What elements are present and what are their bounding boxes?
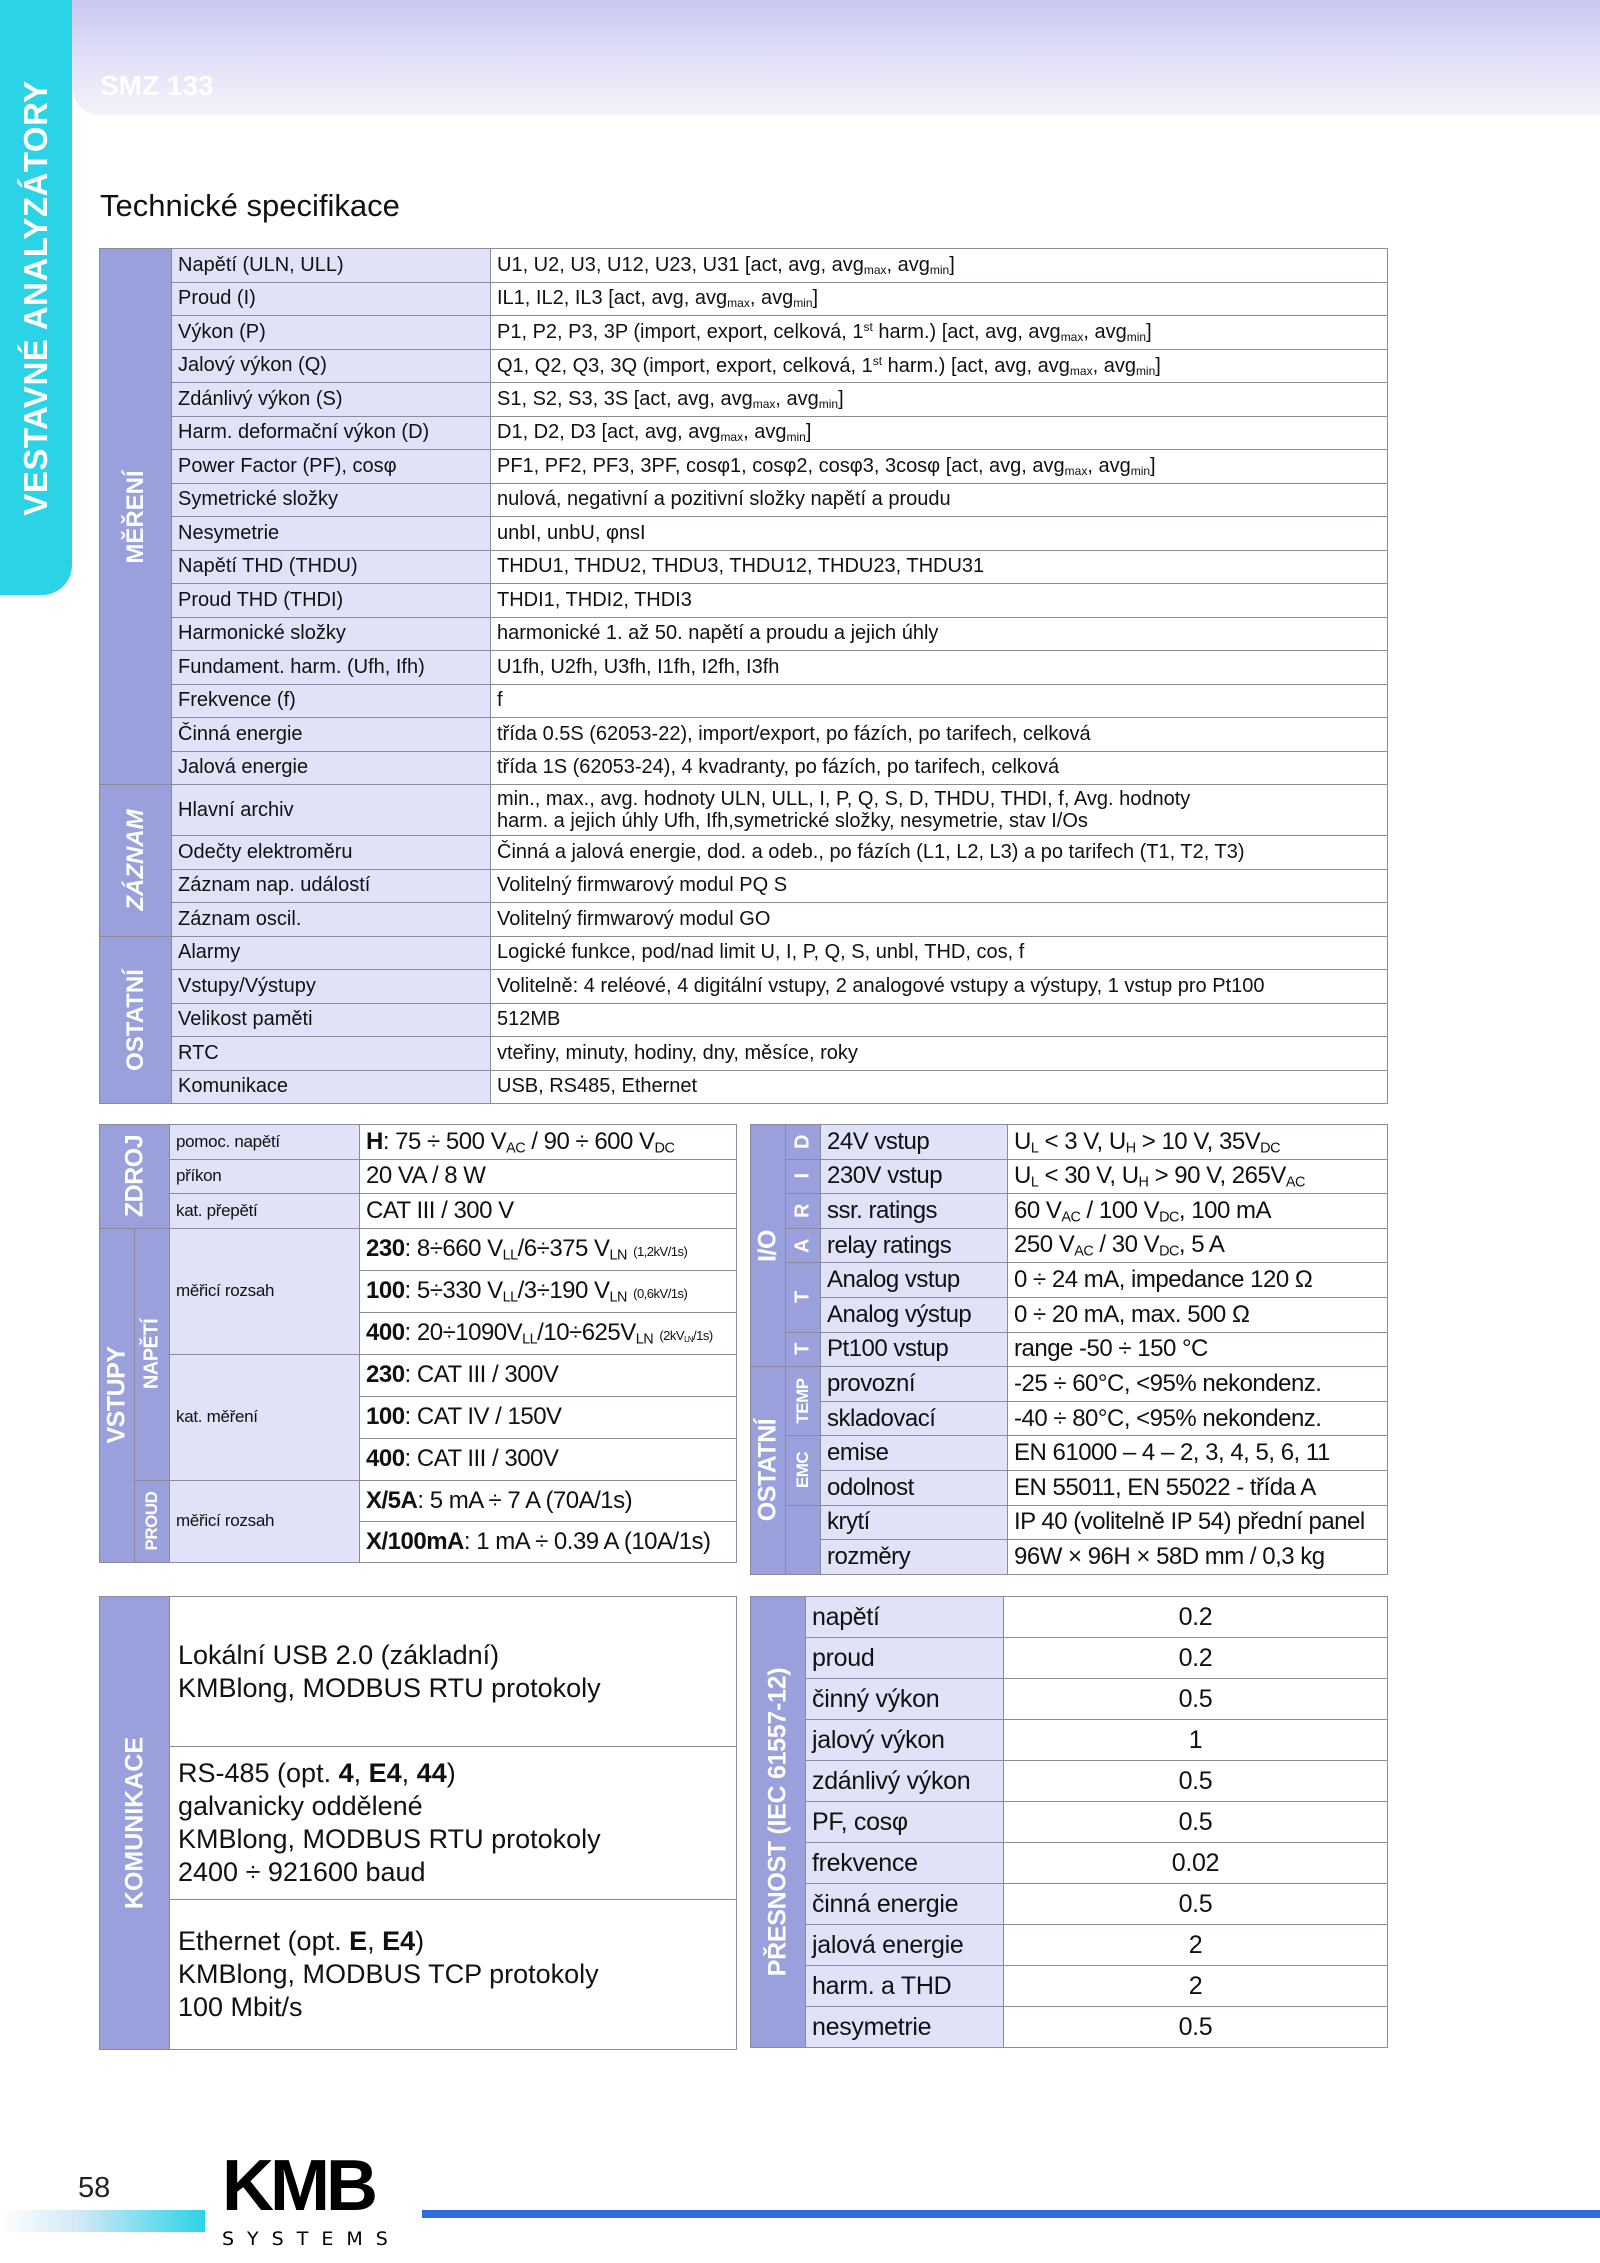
spec-value: třída 0.5S (62053-22), import/export, po fázích, po tarifech, celková <box>491 718 1388 752</box>
io-value: EN 61000 – 4 – 2, 3, 4, 5, 6, 11 <box>1008 1436 1388 1471</box>
spec-label: Nesymetrie <box>172 517 491 551</box>
io-row <box>751 1505 1388 1540</box>
spec-row <box>100 584 1388 618</box>
power-table <box>99 1124 737 1563</box>
spec-value: Volitelný firmwarový modul GO <box>491 903 1388 937</box>
io-value: -25 ÷ 60°C, <95% nekondenz. <box>1008 1367 1388 1402</box>
spec-value: D1, D2, D3 [act, avg, avg$_{max}$, avg$_{min}$] <box>491 416 1388 450</box>
accuracy-value: 0.5 <box>1004 1679 1388 1720</box>
accuracy-row <box>751 1843 1388 1884</box>
spec-label: Symetrické složky <box>172 483 491 517</box>
io-label: rozměry <box>821 1540 1008 1575</box>
spec-label: Jalový výkon (Q) <box>172 349 491 383</box>
proud-100ma: X/100mA: 1 mA ÷ 0.39 A (10A/1s) <box>360 1521 737 1562</box>
rozsah-label: měřicí rozsah <box>170 1228 360 1354</box>
accuracy-row <box>751 1597 1388 1638</box>
io-row <box>751 1436 1388 1471</box>
spec-row <box>100 483 1388 517</box>
spec-label: RTC <box>172 1037 491 1071</box>
kat-100: 100: CAT IV / 150V <box>360 1396 737 1438</box>
rozsah-400: 400: $20\div 1090V_{LL}/10\div 625V_{LN}$ $(2kV_{LN}/1s)$ <box>360 1312 737 1354</box>
spec-label: Napětí THD (THDU) <box>172 550 491 584</box>
kat-230: 230: CAT III / 300V <box>360 1354 737 1396</box>
spec-label: Hlavní archiv <box>172 785 491 836</box>
side-letter: T <box>786 1332 821 1367</box>
io-label: 24V vstup <box>821 1125 1008 1160</box>
accuracy-row <box>751 1802 1388 1843</box>
spec-row <box>100 903 1388 937</box>
spec-row <box>100 517 1388 551</box>
section-ostatni: OSTATNÍ <box>100 936 172 1104</box>
spec-row <box>100 869 1388 903</box>
kmb-logo <box>222 2146 402 2250</box>
io-row <box>751 1470 1388 1505</box>
io-label: Pt100 vstup <box>821 1332 1008 1367</box>
spec-row <box>100 684 1388 718</box>
spec-label: Power Factor (PF), cosφ <box>172 450 491 484</box>
accuracy-value: 0.2 <box>1004 1638 1388 1679</box>
accuracy-row <box>751 1679 1388 1720</box>
spec-value: Logické funkce, pod/nad limit U, I, P, Q, S, unbl, THD, cos, f <box>491 936 1388 970</box>
section-blank <box>786 1505 821 1574</box>
page-title: Technické specifikace <box>100 188 400 223</box>
footer-band-left <box>0 2210 205 2232</box>
section-mereni: MĚŘENÍ <box>100 249 172 785</box>
spec-value: U1, U2, U3, U12, U23, U31 [act, avg, avg$_{max}$, avg$_{min}$] <box>491 249 1388 283</box>
spec-label: Harmonické složky <box>172 617 491 651</box>
spec-row <box>100 349 1388 383</box>
side-letter: A <box>786 1228 821 1263</box>
pomoc-value: H: 75 ÷ 500 $V_{AC} / 90 \div 600$ $V_{DC}$ <box>360 1125 737 1160</box>
spec-row <box>100 1037 1388 1071</box>
spec-label: Činná energie <box>172 718 491 752</box>
spec-row <box>100 617 1388 651</box>
logo-sub: SYSTEMS <box>222 2228 401 2250</box>
spec-value: Q1, Q2, Q3, 3Q (import, export, celková, 1st harm.) [act, avg, avg$_{max}$, avg$_{min}$] <box>491 349 1388 383</box>
prikon-label: příkon <box>170 1159 360 1194</box>
io-value: $U_L < 3$ V, $U_H > 10$ V, $35V_{DC}$ <box>1008 1125 1388 1160</box>
io-row <box>751 1297 1388 1332</box>
io-label: 230V vstup <box>821 1159 1008 1194</box>
io-value: 0 ÷ 24 mA, impedance 120 Ω <box>1008 1263 1388 1298</box>
spec-label: Harm. deformační výkon (D) <box>172 416 491 450</box>
io-row <box>751 1401 1388 1436</box>
accuracy-value: 2 <box>1004 1966 1388 2007</box>
accuracy-row <box>751 2007 1388 2048</box>
io-value: -40 ÷ 80°C, <95% nekondenz. <box>1008 1401 1388 1436</box>
accuracy-value: 0.5 <box>1004 1884 1388 1925</box>
katprep-value: CAT III / 300 V <box>360 1194 737 1229</box>
logo-main: KMB <box>222 2146 374 2226</box>
spec-value: Volitelný firmwarový modul PQ S <box>491 869 1388 903</box>
spec-value: PF1, PF2, PF3, 3PF, cosφ1, cosφ2, cosφ3, 3cosφ [act, avg, avg$_{max}$, avg$_{min}$] <box>491 450 1388 484</box>
spec-row <box>100 751 1388 785</box>
spec-label: Alarmy <box>172 936 491 970</box>
spec-label: Fundament. harm. (Ufh, Ifh) <box>172 651 491 685</box>
spec-row <box>100 936 1388 970</box>
side-letter: D <box>786 1125 821 1160</box>
proud-5a: X/5A: 5 mA ÷ 7 A (70A/1s) <box>360 1480 737 1521</box>
side-letter: R <box>786 1194 821 1229</box>
side-band <box>0 0 72 595</box>
spec-row <box>100 550 1388 584</box>
io-label: Analog výstup <box>821 1297 1008 1332</box>
proud-label: měřicí rozsah <box>170 1480 360 1562</box>
spec-row <box>100 785 1388 836</box>
comm-rs485: RS-485 (opt. 4, E4, 44) galvanicky oddělené KMBlong, MODBUS RTU protokoly 2400 ÷ 921600 baud <box>170 1747 737 1900</box>
section-temp: TEMP <box>786 1367 821 1436</box>
rozsah-230: 230: 8÷660 $V_{LL}/6\div 375$ $V_{LN}$ (1,2kV/1s) <box>360 1228 737 1270</box>
spec-label: Záznam nap. událostí <box>172 869 491 903</box>
io-label: ssr. ratings <box>821 1194 1008 1229</box>
section-io: I/O <box>751 1125 786 1367</box>
io-table <box>750 1124 1388 1575</box>
io-value: EN 55011, EN 55022 - třída A <box>1008 1470 1388 1505</box>
accuracy-label: proud <box>806 1638 1004 1679</box>
spec-value: vteřiny, minuty, hodiny, dny, měsíce, roky <box>491 1037 1388 1071</box>
spec-label: Výkon (P) <box>172 316 491 350</box>
page-number: 58 <box>78 2172 111 2204</box>
io-value: 0 ÷ 20 mA, max. 500 Ω <box>1008 1297 1388 1332</box>
io-label: krytí <box>821 1505 1008 1540</box>
header-band <box>72 0 1600 115</box>
spec-row <box>100 383 1388 417</box>
spec-value: P1, P2, P3, 3P (import, export, celková, 1st harm.) [act, avg, avg$_{max}$, avg$_{min}$] <box>491 316 1388 350</box>
accuracy-value: 0.02 <box>1004 1843 1388 1884</box>
io-label: provozní <box>821 1367 1008 1402</box>
io-value: range -50 ÷ 150 °C <box>1008 1332 1388 1367</box>
accuracy-row <box>751 1638 1388 1679</box>
spec-row <box>100 718 1388 752</box>
footer-band-right <box>422 2210 1600 2218</box>
spec-label: Proud THD (THDI) <box>172 584 491 618</box>
spec-row <box>100 651 1388 685</box>
section-komunikace: KOMUNIKACE <box>100 1597 170 2050</box>
spec-row <box>100 450 1388 484</box>
section-zdroj: ZDROJ <box>100 1125 170 1229</box>
io-value: $U_L < 30$ V, $U_H > 90$ V, $265V_{AC}$ <box>1008 1159 1388 1194</box>
katmer-label: kat. měření <box>170 1354 360 1480</box>
spec-row <box>100 1003 1388 1037</box>
side-title: VESTAVNÉ ANALYZÁTORY <box>17 79 54 516</box>
accuracy-row <box>751 1884 1388 1925</box>
spec-row <box>100 836 1388 870</box>
spec-row <box>100 416 1388 450</box>
spec-value: IL1, IL2, IL3 [act, avg, avg$_{max}$, avg$_{min}$] <box>491 282 1388 316</box>
io-row <box>751 1367 1388 1402</box>
io-row <box>751 1263 1388 1298</box>
accuracy-label: napětí <box>806 1597 1004 1638</box>
io-value: 60 $V_{AC} / 100$ $V_{DC}$, 100 mA <box>1008 1194 1388 1229</box>
accuracy-label: jalová energie <box>806 1925 1004 1966</box>
spec-value: Činná a jalová energie, dod. a odeb., po fázích (L1, L2, L3) a po tarifech (T1, T2, T3) <box>491 836 1388 870</box>
product-name: SMZ 133 <box>100 70 214 101</box>
accuracy-value: 1 <box>1004 1720 1388 1761</box>
prikon-value: 20 VA / 8 W <box>360 1159 737 1194</box>
accuracy-table <box>750 1596 1388 2048</box>
accuracy-value: 0.2 <box>1004 1597 1388 1638</box>
spec-value: třída 1S (62053-24), 4 kvadranty, po fázích, po tarifech, celková <box>491 751 1388 785</box>
comm-usb: Lokální USB 2.0 (základní) KMBlong, MODBUS RTU protokoly <box>170 1597 737 1747</box>
spec-value: S1, S2, S3, 3S [act, avg, avg$_{max}$, avg$_{min}$] <box>491 383 1388 417</box>
spec-label: Zdánlivý výkon (S) <box>172 383 491 417</box>
spec-table <box>99 248 1388 1104</box>
accuracy-value: 0.5 <box>1004 1761 1388 1802</box>
spec-value: nulová, negativní a pozitivní složky napětí a proudu <box>491 483 1388 517</box>
spec-label: Odečty elektroměru <box>172 836 491 870</box>
spec-value: THDU1, THDU2, THDU3, THDU12, THDU23, THDU31 <box>491 550 1388 584</box>
spec-label: Vstupy/Výstupy <box>172 970 491 1004</box>
accuracy-label: nesymetrie <box>806 2007 1004 2048</box>
io-label: odolnost <box>821 1470 1008 1505</box>
pomoc-label: pomoc. napětí <box>170 1125 360 1160</box>
comm-ethernet: Ethernet (opt. E, E4) KMBlong, MODBUS TCP protokoly 100 Mbit/s <box>170 1900 737 2050</box>
rozsah-100: 100: 5÷330 $V_{LL}/3\div 190$ $V_{LN}$ (0,6kV/1s) <box>360 1270 737 1312</box>
accuracy-label: frekvence <box>806 1843 1004 1884</box>
spec-value: harmonické 1. až 50. napětí a proudu a jejich úhly <box>491 617 1388 651</box>
io-label: emise <box>821 1436 1008 1471</box>
io-row <box>751 1332 1388 1367</box>
io-label: Analog vstup <box>821 1263 1008 1298</box>
spec-value: unbI, unbU, φnsI <box>491 517 1388 551</box>
section-emc: EMC <box>786 1436 821 1505</box>
spec-row <box>100 970 1388 1004</box>
io-value: 96W × 96H × 58D mm / 0,3 kg <box>1008 1540 1388 1575</box>
accuracy-label: harm. a THD <box>806 1966 1004 2007</box>
spec-value: THDI1, THDI2, THDI3 <box>491 584 1388 618</box>
section-zaznam: ZÁZNAM <box>100 785 172 937</box>
spec-value: USB, RS485, Ethernet <box>491 1070 1388 1104</box>
section-presnost: PŘESNOST (IEC 61557-12) <box>751 1597 806 2048</box>
io-label: relay ratings <box>821 1228 1008 1263</box>
io-row <box>751 1540 1388 1575</box>
spec-value: 512MB <box>491 1003 1388 1037</box>
section-io-ostatni: OSTATNÍ <box>751 1367 786 1575</box>
section-vstupy: VSTUPY <box>100 1228 135 1562</box>
spec-value: U1fh, U2fh, U3fh, I1fh, I2fh, I3fh <box>491 651 1388 685</box>
accuracy-label: PF, cosφ <box>806 1802 1004 1843</box>
accuracy-label: činný výkon <box>806 1679 1004 1720</box>
spec-row <box>100 1070 1388 1104</box>
accuracy-row <box>751 1966 1388 2007</box>
section-proud: PROUD <box>135 1480 170 1562</box>
kat-400: 400: CAT III / 300V <box>360 1438 737 1480</box>
accuracy-row <box>751 1925 1388 1966</box>
comm-table <box>99 1596 737 2050</box>
spec-row <box>100 249 1388 283</box>
spec-label: Komunikace <box>172 1070 491 1104</box>
io-row <box>751 1125 1388 1160</box>
accuracy-value: 0.5 <box>1004 1802 1388 1843</box>
accuracy-row <box>751 1720 1388 1761</box>
io-value: 250 $V_{AC} / 30$ $V_{DC}$, 5 A <box>1008 1228 1388 1263</box>
side-letter: I <box>786 1159 821 1194</box>
katprep-label: kat. přepětí <box>170 1194 360 1229</box>
io-label: skladovací <box>821 1401 1008 1436</box>
spec-label: Frekvence (f) <box>172 684 491 718</box>
spec-row <box>100 316 1388 350</box>
io-row <box>751 1228 1388 1263</box>
io-row <box>751 1159 1388 1194</box>
spec-label: Záznam oscil. <box>172 903 491 937</box>
spec-value: f <box>491 684 1388 718</box>
accuracy-row <box>751 1761 1388 1802</box>
side-letter: T <box>786 1263 821 1332</box>
io-row <box>751 1194 1388 1229</box>
spec-label: Napětí (ULN, ULL) <box>172 249 491 283</box>
accuracy-label: jalový výkon <box>806 1720 1004 1761</box>
spec-row <box>100 282 1388 316</box>
accuracy-value: 0.5 <box>1004 2007 1388 2048</box>
io-value: IP 40 (volitelně IP 54) přední panel <box>1008 1505 1388 1540</box>
spec-value: Volitelně: 4 reléové, 4 digitální vstupy, 2 analogové vstupy a výstupy, 1 vstup pro Pt100 <box>491 970 1388 1004</box>
spec-label: Proud (I) <box>172 282 491 316</box>
spec-label: Velikost paměti <box>172 1003 491 1037</box>
spec-label: Jalová energie <box>172 751 491 785</box>
accuracy-label: zdánlivý výkon <box>806 1761 1004 1802</box>
accuracy-value: 2 <box>1004 1925 1388 1966</box>
section-napeti: NAPĚTÍ <box>135 1228 170 1480</box>
accuracy-label: činná energie <box>806 1884 1004 1925</box>
spec-value: min., max., avg. hodnoty ULN, ULL, I, P, Q, S, D, THDU, THDI, f, Avg. hodnoty harm. a jejich úhly Ufh, Ifh,symetrické složky, nesymetrie, stav I/Os <box>491 785 1388 836</box>
